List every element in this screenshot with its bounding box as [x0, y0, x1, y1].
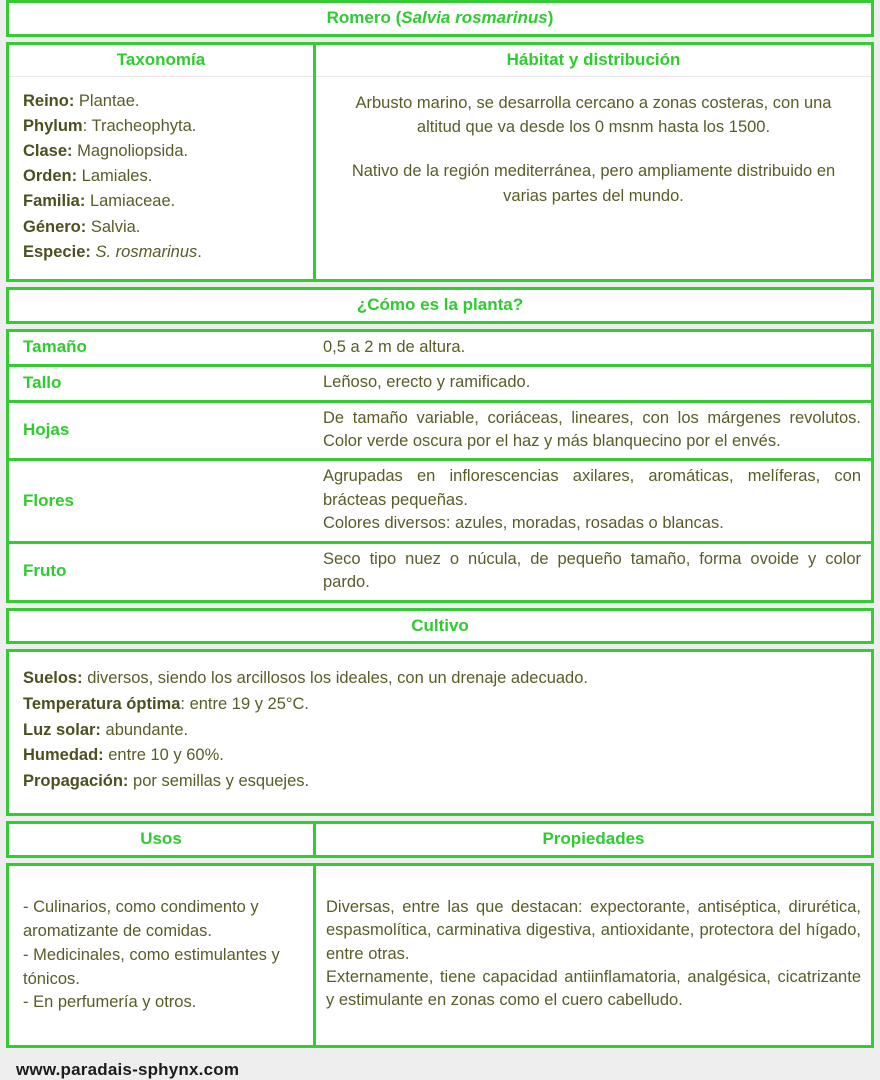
- cultivation-header-block: [6, 608, 874, 645]
- cultivation-item-temperatura: [23, 692, 871, 718]
- cultivation-block: [6, 649, 874, 816]
- table-row: [9, 458, 871, 540]
- taxonomy-header: Taxonomía: [9, 45, 313, 77]
- plant-characteristics-block: [6, 329, 874, 603]
- cultivation-item-propagacion: [23, 769, 871, 795]
- taxonomy-rank-value: Lamiaceae.: [85, 192, 176, 211]
- taxonomy-item-clase: [23, 139, 313, 164]
- page-title: [9, 3, 871, 34]
- table-row: [9, 332, 871, 364]
- row-label-fruto: Fruto: [23, 561, 67, 581]
- taxonomy-item-phylum: [23, 114, 313, 139]
- habitat-column: [316, 45, 871, 280]
- taxonomy-rank-label: Reino:: [23, 91, 75, 110]
- taxonomy-rank-value: Magnoliopsida.: [72, 142, 189, 161]
- taxonomy-rank-value: : Tracheophyta.: [82, 116, 197, 135]
- properties-header-cell: [316, 824, 871, 855]
- taxonomy-list: [9, 77, 313, 280]
- uses-properties-block: [6, 863, 874, 1049]
- cultivation-item-suelos: [23, 666, 871, 692]
- properties-header: Propiedades: [542, 828, 645, 848]
- cultivation-value: por semillas y esquejes.: [128, 772, 310, 791]
- table-row: [9, 541, 871, 600]
- row-value-line: Seco tipo nuez o núcula, de pequeño tamaño, forma ovoide y color pardo.: [323, 549, 861, 592]
- row-label-tallo: Tallo: [23, 372, 62, 392]
- taxonomy-rank-label: Familia:: [23, 192, 86, 211]
- taxonomy-item-genero: [23, 215, 313, 240]
- table-row: [9, 400, 871, 459]
- habitat-paragraph-2: Nativo de la región mediterránea, pero ampliamente distribuido en varias partes del mundo.: [351, 162, 836, 205]
- habitat-body: [316, 77, 871, 223]
- row-label-flores: Flores: [23, 490, 75, 510]
- uses-line-1: - Culinarios, como condimento y aromatizante de comidas.: [23, 897, 259, 940]
- taxonomy-rank-label: Género:: [23, 217, 87, 236]
- row-value-line: De tamaño variable, coriáceas, lineares, con los márgenes revolutos. Color verde oscura por el haz y más blanquecino por el envés.: [323, 408, 861, 450]
- cultivation-value: abundante.: [100, 720, 189, 739]
- uses-properties-split: [9, 866, 871, 1046]
- cultivation-section-header: Cultivo: [9, 611, 871, 642]
- uses-properties-header-split: [9, 824, 871, 855]
- uses-header: Usos: [140, 828, 182, 848]
- cultivation-value: entre 10 y 60%.: [103, 746, 224, 765]
- uses-column: [9, 866, 313, 1046]
- row-value-line: Agrupadas en inflorescencias axilares, aromáticas, melíferas, con brácteas pequeñas.: [323, 467, 861, 509]
- taxonomy-column: [9, 45, 313, 280]
- taxonomy-rank-value: S. rosmarinus: [95, 242, 198, 261]
- cultivation-item-humedad: [23, 743, 871, 769]
- cultivation-key: Luz solar:: [23, 720, 101, 739]
- cultivation-key: Humedad:: [23, 746, 104, 765]
- row-value-tamano: [313, 332, 871, 364]
- row-value-hojas: [313, 403, 871, 459]
- taxonomy-rank-value: Plantae.: [74, 91, 140, 110]
- uses-line-3: - En perfumería y otros.: [23, 993, 197, 1012]
- title-block: [6, 0, 874, 37]
- cultivation-key: Propagación:: [23, 772, 129, 791]
- taxonomy-item-orden: [23, 164, 313, 189]
- properties-paragraph-1: Diversas, entre las que destacan: expectorante, antiséptica, dirurética, espasmolítica, carminativa digestiva, antioxidante, protectora del hígado, entre otras.: [326, 897, 861, 963]
- taxonomy-item-familia: [23, 189, 313, 214]
- taxonomy-item-especie: [23, 240, 313, 265]
- uses-properties-header-block: [6, 821, 874, 858]
- title-close-paren: ): [547, 8, 554, 27]
- properties-body: [316, 866, 871, 1043]
- cultivation-key: Suelos:: [23, 669, 83, 688]
- habitat-header: Hábitat y distribución: [316, 45, 871, 77]
- footer-website: www.paradais-sphynx.com: [16, 1060, 240, 1080]
- taxonomy-habitat-block: [6, 42, 874, 283]
- row-label-hojas: Hojas: [23, 420, 70, 439]
- row-value-fruto: [313, 544, 871, 600]
- uses-body: [9, 866, 313, 1046]
- row-value-line: Colores diversos: azules, moradas, rosadas o blancas.: [323, 514, 724, 533]
- taxonomy-rank-label: Orden:: [23, 167, 78, 186]
- row-label-tamano: Tamaño: [23, 337, 87, 357]
- plant-section-header: ¿Cómo es la planta?: [9, 290, 871, 321]
- cultivation-value: diversos, siendo los arcillosos los ideales, con un drenaje adecuado.: [82, 669, 588, 688]
- taxonomy-item-reino: [23, 89, 313, 114]
- row-value-tallo: [313, 367, 871, 399]
- taxonomy-rank-label: Especie:: [23, 242, 91, 261]
- properties-column: [316, 866, 871, 1046]
- title-common-name: Romero (: [326, 8, 402, 27]
- habitat-paragraph-1: Arbusto marino, se desarrolla cercano a zonas costeras, con una altitud que va desde los 0 msnm hasta los 1500.: [355, 93, 832, 137]
- taxonomy-rank-value: Salvia.: [86, 217, 141, 236]
- title-scientific-name: Salvia rosmarinus: [401, 8, 548, 27]
- uses-header-cell: [9, 824, 313, 855]
- plant-header-block: [6, 287, 874, 324]
- cultivation-item-luz-solar: [23, 718, 871, 744]
- cultivation-key: Temperatura óptima: [23, 694, 181, 713]
- taxonomy-rank-label: Phylum: [23, 116, 83, 135]
- properties-paragraph-2: Externamente, tiene capacidad antiinflamatoria, analgésica, cicatrizante y estimulante en zonas como el cuero cabelludo.: [326, 968, 861, 1010]
- taxonomy-rank-value: Lamiales.: [77, 167, 153, 186]
- cultivation-value: : entre 19 y 25°C.: [180, 694, 309, 713]
- row-value-line: 0,5 a 2 m de altura.: [323, 337, 466, 356]
- taxonomy-habitat-split: [9, 45, 871, 280]
- row-value-flores: [313, 461, 871, 540]
- table-row: [9, 364, 871, 399]
- uses-line-2: - Medicinales, como estimulantes y tónicos.: [23, 945, 280, 988]
- row-value-line: Leñoso, erecto y ramificado.: [323, 373, 531, 392]
- taxonomy-rank-suffix: .: [197, 242, 202, 261]
- cultivation-list: [9, 652, 871, 813]
- taxonomy-rank-label: Clase:: [23, 142, 73, 161]
